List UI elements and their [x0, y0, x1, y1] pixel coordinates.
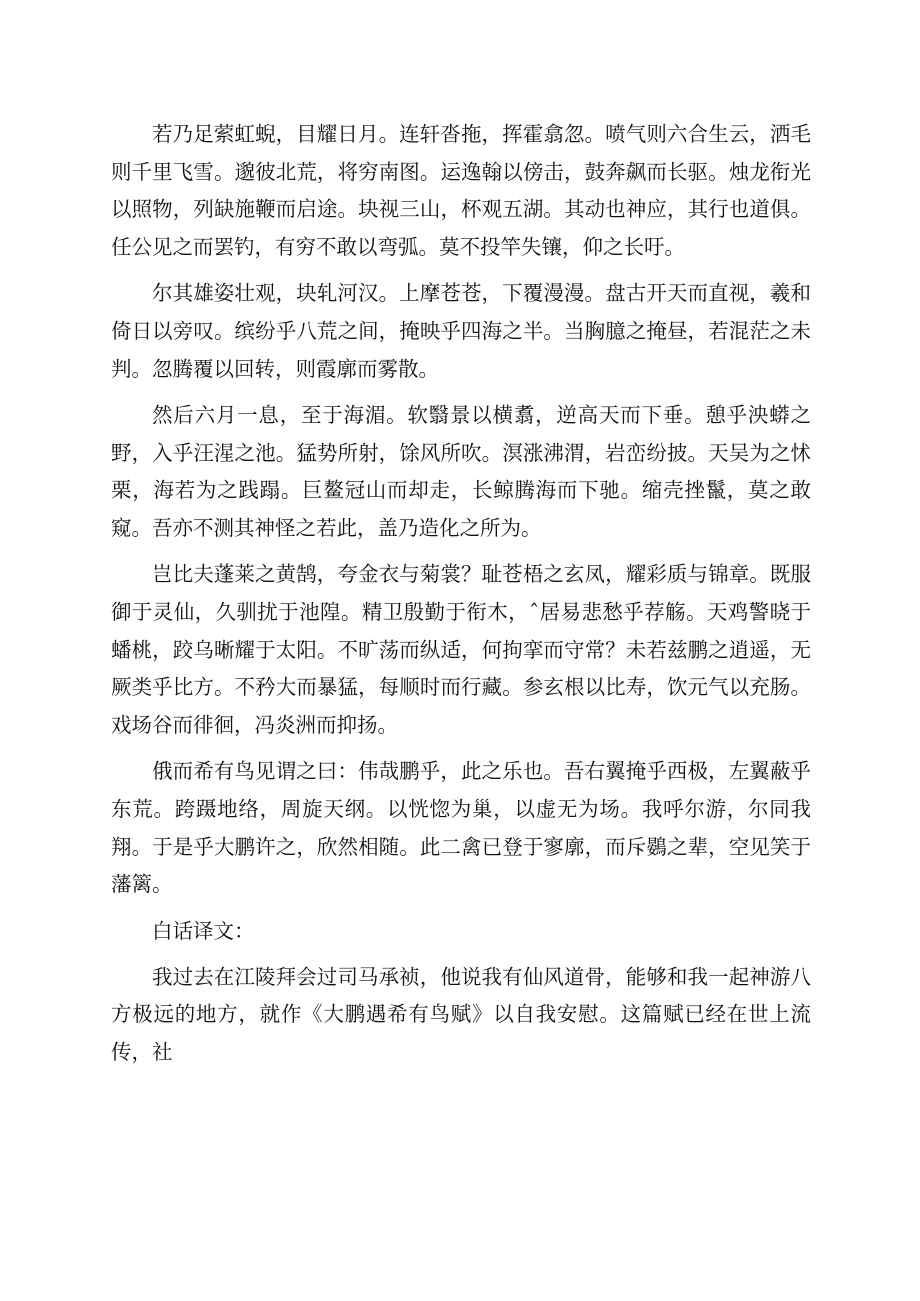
paragraph-2: 尔其雄姿壮观，块轧河汉。上摩苍苍，下覆漫漫。盘古开天而直视，羲和倚日以旁叹。缤纷乎八荒之间，掩映乎四海之半。当胸臆之掩昼，若混茫之未判。忽腾覆以回转，则霞廓而雾散。	[111, 281, 811, 381]
document-body	[111, 116, 811, 1080]
paragraph-3: 然后六月一息，至于海湄。软翳景以横翥，逆高天而下垂。憩乎泱蟒之野，入乎汪湦之池。猛势所射，馀风所吹。溟涨沸渭，岩峦纷披。天吴为之怵栗，海若为之践蹋。巨鳌冠山而却走，长鲸腾海而下驰。缩壳挫鬣，莫之敢窥。吾亦不测其神怪之若此，盖乃造化之所为。	[111, 402, 811, 541]
paragraph-1: 若乃足萦虹蜺，目耀日月。连轩沓拖，挥霍翕忽。喷气则六合生云，洒毛则千里飞雪。邈彼北荒，将穷南图。运逸翰以傍击，鼓奔飙而长驱。烛龙衔光以照物，列缺施鞭而启途。块视三山，杯观五湖。其动也神应，其行也道俱。任公见之而罢钓，有穷不敢以弯弧。莫不投竿失镶，仰之长吁。	[111, 122, 811, 260]
paragraph-4: 岂比夫蓬莱之黄鹄，夸金衣与菊裳？耻苍梧之玄凤，耀彩质与锦章。既服御于灵仙，久驯扰于池隍。精卫殷勤于衔木，ˆ居易悲愁乎荐觞。天鸡警晓于蟠桃，跤乌晰耀于太阳。不旷荡而纵适，何拘挛而守常？未若兹鹏之逍遥，无厥类乎比方。不矜大而暴猛，每顺时而行藏。参玄根以比寿，饮元气以充肠。戏场谷而徘徊，冯炎洲而抑扬。	[111, 562, 811, 738]
translation-heading: 白话译文：	[152, 918, 255, 943]
paragraph-5: 俄而希有鸟见谓之曰：伟哉鹏乎，此之乐也。吾右翼掩乎西极，左翼蔽乎东荒。跨蹑地络，周旋天纲。以恍惚为巢，以虚无为场。我呼尔游，尔同我翔。于是乎大鹏许之，欣然相随。此二禽已登于寥廓，而斥鷃之辈，空见笑于藩篱。	[111, 759, 811, 897]
translation-paragraph-1: 我过去在江陵拜会过司马承祯，他说我有仙风道骨，能够和我一起神游八方极远的地方，就作《大鹏遇希有鸟赋》以自我安慰。这篇赋已经在世上流传，社	[111, 964, 811, 1065]
